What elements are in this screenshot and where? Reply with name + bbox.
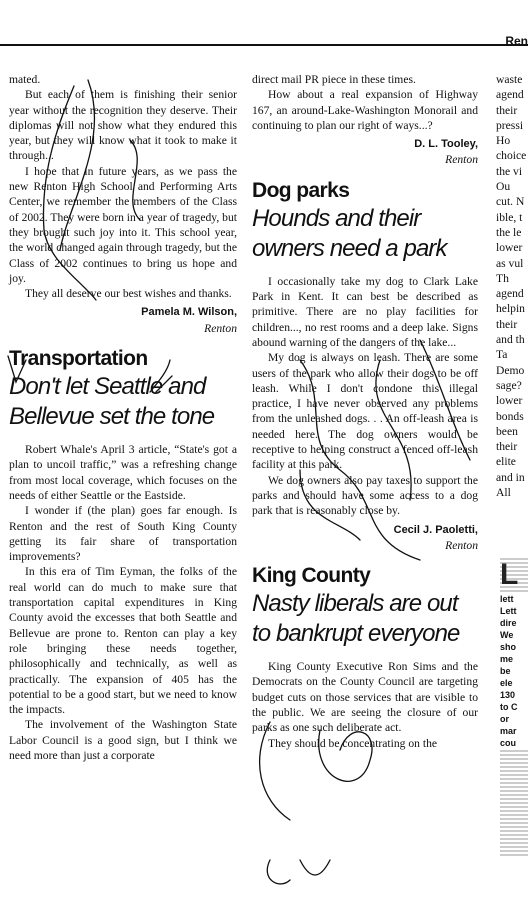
ad-line: 130 (500, 690, 528, 700)
cropped-line: lower (496, 241, 523, 255)
column-3-cropped (496, 72, 528, 500)
ad-line: sho (500, 642, 528, 652)
headline: Nasty liberals are out to bankrupt everyone (252, 590, 460, 648)
masthead-text: Ren (505, 34, 528, 48)
cropped-line: pressi (496, 118, 524, 132)
paragraph: I occasionally take my dog to Clark Lake Park in Kent. It can best be described as primitive. There are no play facilities for children..., no rest rooms and a deep lake. Signs abound warning of the dangers of the lake... (252, 274, 478, 349)
ad-line: Lett (500, 606, 528, 616)
headline: Don't let Seattle and Bellevue set the tone (9, 373, 215, 431)
paragraph: In this era of Tim Eyman, the folks of the real world can do much to make sure that transportation capital expenditures in King County avoid the excesses that both Seattle and Bellevue are prone to. Renton can play a key role bringing these needs together, philosophically and technically, as well as practically. The expansion of 405 has the potential to be a good start, but we need to know the impacts. (9, 565, 237, 717)
cropped-line: Th (496, 271, 509, 285)
cropped-line: bonds (496, 409, 524, 423)
cropped-line: helpin (496, 302, 525, 316)
ad-line: mar (500, 726, 528, 736)
author-location: Renton (204, 321, 237, 335)
paragraph: Robert Whale's April 3 article, “State's got a plan to uncoil traffic,” was a refreshing change from most local coverage, which focuses on the needs of either Seattle or the Eastside. (9, 443, 237, 502)
cropped-line: been (496, 424, 518, 438)
paragraph: How about a real expansion of Highway 167, an around-Lake-Washington Monorail and continuing to plan our right of ways...? (252, 88, 478, 132)
cropped-line: All (496, 486, 511, 500)
cropped-line: agend (496, 287, 524, 301)
paragraph: The involvement of the Washington State Labor Council is a good sign, but I think we need more than just a corporate (9, 718, 237, 762)
author-location: Renton (445, 153, 478, 167)
paragraph: But each of them is finishing their senior year without the recognition they deserve. Their diplomas will not show what they endured this year, but they will know what it took to make it through... (9, 88, 237, 163)
section-kicker: Dog parks (252, 178, 350, 202)
cropped-line: ible, t (496, 210, 523, 224)
cropped-line: their (496, 103, 518, 117)
author-signature: Cecil J. Paoletti, (393, 523, 478, 536)
cropped-line: lower (496, 394, 523, 408)
cropped-line: elite (496, 455, 516, 469)
ad-line: dire (500, 618, 528, 628)
ad-line: cou (500, 738, 528, 748)
ad-line: or (500, 714, 528, 724)
paragraph: They should be concentrating on the (268, 736, 438, 750)
cropped-line: Ho (496, 134, 511, 148)
cropped-ad-box (500, 556, 528, 856)
cropped-line: their (496, 317, 518, 331)
cropped-line: as vul (496, 256, 524, 270)
ad-line: to C (500, 702, 528, 712)
section-kicker: Transportation (9, 347, 148, 371)
paragraph: We dog owners also pay taxes to support the parks and should have some access to a dog park that is reasonably close by. (252, 473, 478, 518)
author-signature: Pamela M. Wilson, (141, 306, 237, 319)
author-location: Renton (445, 538, 478, 552)
paragraph: mated. (9, 73, 41, 86)
ad-line: ele (500, 678, 528, 688)
headline: Hounds and their owners need a park (252, 204, 447, 262)
ad-initial: L (500, 558, 519, 591)
cropped-line: and in (496, 470, 525, 484)
cropped-line: Ta (496, 348, 508, 362)
masthead-rule (0, 44, 528, 46)
paragraph: direct mail PR piece in these times. (252, 73, 416, 86)
column-2 (252, 72, 478, 751)
section-kicker: King County (252, 564, 371, 588)
cropped-line: choice (496, 149, 527, 163)
paragraph: I hope that in future years, as we pass the new Renton High School and Performing Arts Center, we remember the members of the Class of 2002. They were born in a year of tragedy, but they brought such joy into it. This school year, the world changed again through tragedy, but the Class of 2002 continues to bring us hope and joy. (9, 164, 237, 285)
cropped-line: sage? (496, 378, 522, 392)
paragraph: I wonder if (the plan) goes far enough. Is Renton and the rest of South King County getting its fair share of transportation improvements? (9, 504, 237, 564)
ad-line: me (500, 654, 528, 664)
ad-line: be (500, 666, 528, 676)
paragraph: King County Executive Ron Sims and the Democrats on the County Council are targeting budget cuts on those services that are visible to the public. We are seeing the closure of our parks as one such deliberate act. (252, 660, 478, 735)
ad-line: We (500, 630, 528, 640)
cropped-line: and th (496, 333, 525, 347)
author-signature: D. L. Tooley, (414, 138, 478, 151)
cropped-line: waste (496, 73, 523, 86)
cropped-line: their (496, 440, 518, 454)
paragraph: They all deserve our best wishes and thanks. (25, 287, 232, 301)
ad-line: lett (500, 594, 528, 604)
cropped-line: agend (496, 88, 524, 102)
cropped-line: cut. N (496, 195, 525, 209)
column-1 (9, 72, 237, 763)
cropped-line: the vi (496, 164, 523, 178)
cropped-line: Demo (496, 363, 525, 377)
cropped-line: the le (496, 225, 522, 239)
paragraph: My dog is always on leash. There are some users of the park who allow their dogs to be off leash. While I don't condone this illegal practice, I have never observed any problems from the unleashed dogs. . . An off-leash area is needed here. The dog owners would be receptive to helping construct a fenced off-leash facility at this park. (252, 351, 478, 472)
cropped-line: Ou (496, 180, 511, 194)
